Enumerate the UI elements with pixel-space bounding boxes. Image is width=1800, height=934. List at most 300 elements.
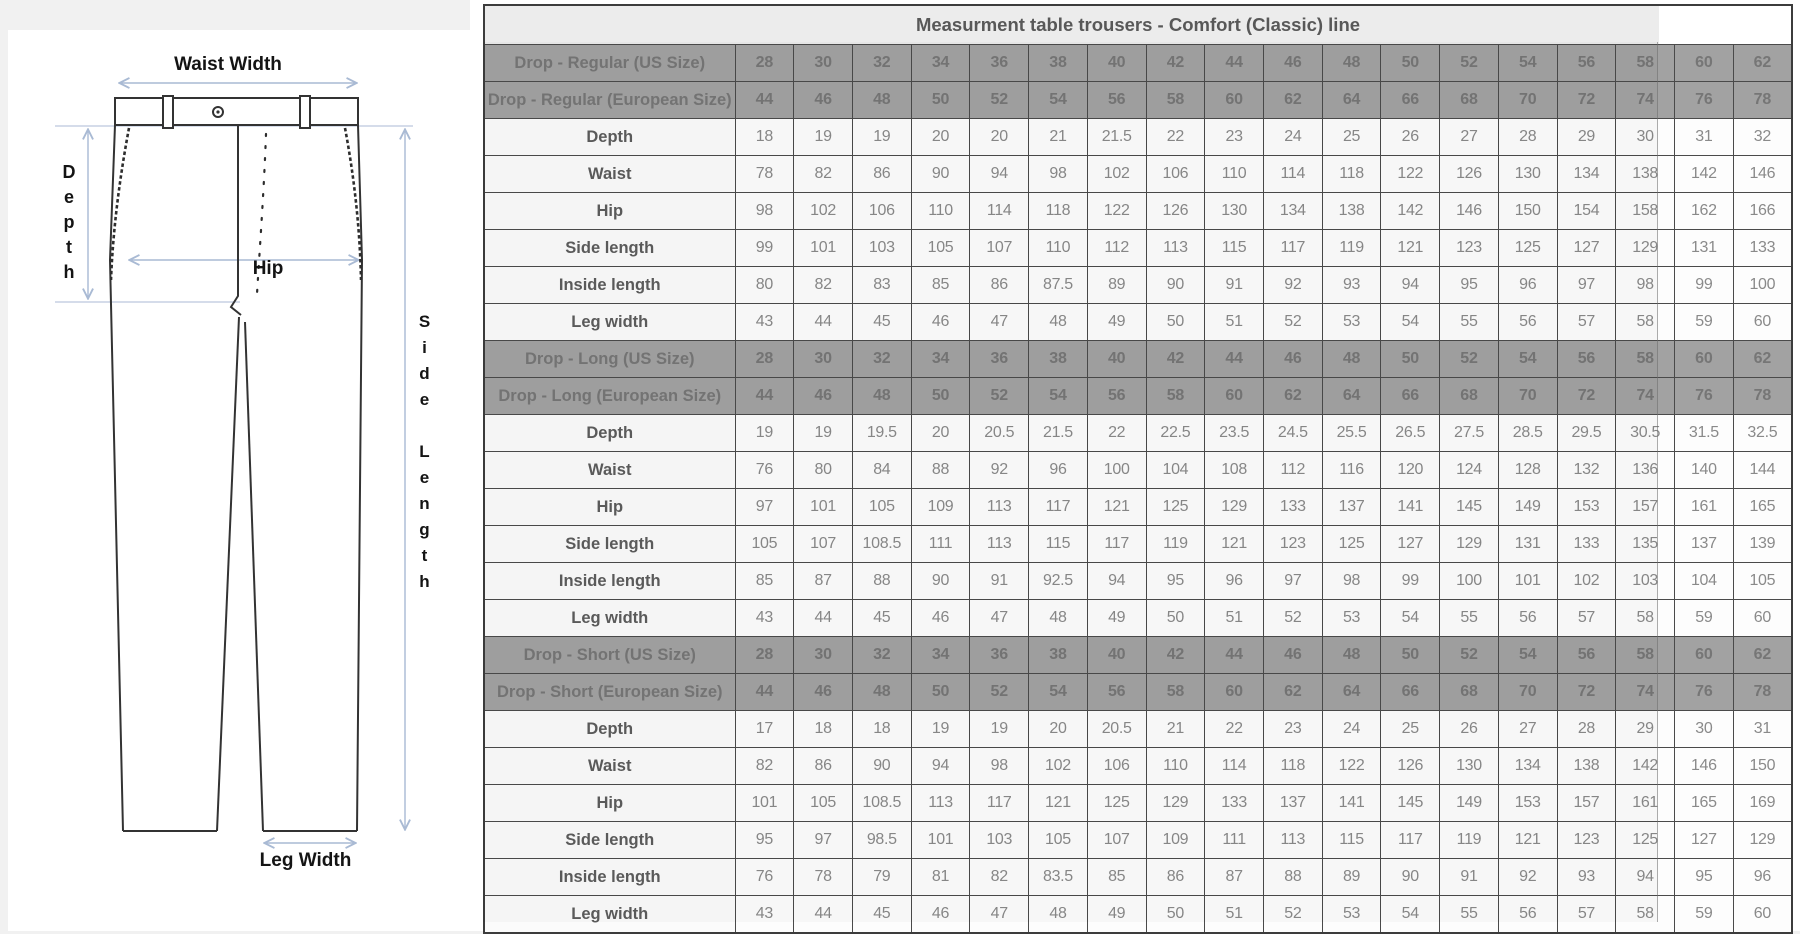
value-cell: 44: [794, 600, 853, 637]
value-cell: 22.5: [1146, 415, 1205, 452]
value-cell: 49: [1087, 600, 1146, 637]
section-header-label: Drop - Long (European Size): [484, 378, 735, 415]
size-header-cell: 34: [911, 45, 970, 82]
value-cell: 24: [1322, 711, 1381, 748]
value-cell: 93: [1557, 859, 1616, 896]
value-cell: 30.5: [1616, 415, 1675, 452]
value-cell: 26: [1440, 711, 1499, 748]
value-cell: 141: [1322, 785, 1381, 822]
size-header-cell: 68: [1440, 82, 1499, 119]
value-cell: 138: [1616, 156, 1675, 193]
value-cell: 92: [970, 452, 1029, 489]
section-header-label: Drop - Short (US Size): [484, 637, 735, 674]
size-header-cell: 76: [1675, 82, 1734, 119]
value-cell: 22: [1087, 415, 1146, 452]
measurement-row-label: Depth: [484, 711, 735, 748]
value-cell: 45: [852, 600, 911, 637]
value-cell: 27: [1498, 711, 1557, 748]
value-cell: 113: [911, 785, 970, 822]
value-cell: 130: [1205, 193, 1264, 230]
size-header-cell: 28: [735, 637, 794, 674]
value-cell: 52: [1263, 304, 1322, 341]
value-cell: 94: [970, 156, 1029, 193]
measurement-row-label: Side length: [484, 822, 735, 859]
value-cell: 55: [1440, 600, 1499, 637]
size-header-cell: 48: [1322, 341, 1381, 378]
value-cell: 49: [1087, 896, 1146, 934]
value-cell: 149: [1440, 785, 1499, 822]
size-header-cell: 30: [794, 637, 853, 674]
value-cell: 43: [735, 896, 794, 934]
size-header-cell: 66: [1381, 674, 1440, 711]
value-cell: 94: [1087, 563, 1146, 600]
value-cell: 86: [794, 748, 853, 785]
value-cell: 18: [852, 711, 911, 748]
value-cell: 91: [970, 563, 1029, 600]
size-header-cell: 68: [1440, 674, 1499, 711]
value-cell: 124: [1440, 452, 1499, 489]
leg-width-label: Leg Width: [259, 850, 352, 871]
value-cell: 128: [1498, 452, 1557, 489]
value-cell: 122: [1381, 156, 1440, 193]
value-cell: 94: [911, 748, 970, 785]
value-cell: 51: [1205, 304, 1264, 341]
value-cell: 86: [1146, 859, 1205, 896]
measurement-row-label: Hip: [484, 489, 735, 526]
value-cell: 131: [1675, 230, 1734, 267]
value-cell: 99: [735, 230, 794, 267]
value-cell: 105: [794, 785, 853, 822]
value-cell: 101: [911, 822, 970, 859]
size-header-cell: 32: [852, 45, 911, 82]
size-header-cell: 52: [970, 82, 1029, 119]
size-header-cell: 70: [1498, 378, 1557, 415]
value-cell: 48: [1029, 600, 1088, 637]
size-header-cell: 60: [1675, 637, 1734, 674]
value-cell: 134: [1263, 193, 1322, 230]
value-cell: 59: [1675, 304, 1734, 341]
value-cell: 46: [911, 304, 970, 341]
size-header-cell: 30: [794, 45, 853, 82]
value-cell: 55: [1440, 896, 1499, 934]
table-row: [484, 193, 1792, 230]
value-cell: 137: [1675, 526, 1734, 563]
value-cell: 136: [1616, 452, 1675, 489]
value-cell: 117: [1381, 822, 1440, 859]
value-cell: 88: [911, 452, 970, 489]
value-cell: 44: [794, 896, 853, 934]
value-cell: 129: [1146, 785, 1205, 822]
size-header-cell: 62: [1263, 82, 1322, 119]
value-cell: 53: [1322, 896, 1381, 934]
value-cell: 27: [1440, 119, 1499, 156]
value-cell: 57: [1557, 304, 1616, 341]
value-cell: 121: [1087, 489, 1146, 526]
measurement-row-label: Side length: [484, 526, 735, 563]
table-row: [484, 822, 1792, 859]
value-cell: 98: [735, 193, 794, 230]
value-cell: 127: [1675, 822, 1734, 859]
value-cell: 150: [1733, 748, 1792, 785]
table-row: [484, 304, 1792, 341]
size-header-cell: 48: [852, 82, 911, 119]
size-header-cell: 40: [1087, 45, 1146, 82]
value-cell: 107: [1087, 822, 1146, 859]
size-header-cell: 56: [1557, 341, 1616, 378]
value-cell: 60: [1733, 600, 1792, 637]
section-header-label: Drop - Regular (US Size): [484, 45, 735, 82]
value-cell: 59: [1675, 896, 1734, 934]
size-header-cell: 34: [911, 341, 970, 378]
size-header-cell: 64: [1322, 378, 1381, 415]
value-cell: 43: [735, 600, 794, 637]
value-cell: 25: [1322, 119, 1381, 156]
value-cell: 82: [794, 267, 853, 304]
value-cell: 82: [794, 156, 853, 193]
value-cell: 87.5: [1029, 267, 1088, 304]
value-cell: 113: [970, 489, 1029, 526]
table-row: [484, 156, 1792, 193]
value-cell: 97: [1557, 267, 1616, 304]
value-cell: 126: [1146, 193, 1205, 230]
size-header-cell: 38: [1029, 341, 1088, 378]
waist-width-label: Waist Width: [174, 54, 282, 75]
value-cell: 129: [1733, 822, 1792, 859]
value-cell: 31: [1675, 119, 1734, 156]
value-cell: 101: [1498, 563, 1557, 600]
value-cell: 161: [1675, 489, 1734, 526]
size-header-cell: 46: [794, 82, 853, 119]
value-cell: 137: [1322, 489, 1381, 526]
value-cell: 154: [1557, 193, 1616, 230]
value-cell: 146: [1675, 748, 1734, 785]
value-cell: 48: [1029, 304, 1088, 341]
measurement-row-label: Depth: [484, 119, 735, 156]
value-cell: 88: [1263, 859, 1322, 896]
size-header-cell: 70: [1498, 674, 1557, 711]
table-row: [484, 748, 1792, 785]
value-cell: 117: [970, 785, 1029, 822]
value-cell: 127: [1381, 526, 1440, 563]
value-cell: 105: [1029, 822, 1088, 859]
size-header-cell: 44: [735, 378, 794, 415]
size-header-cell: 60: [1205, 378, 1264, 415]
value-cell: 90: [911, 563, 970, 600]
value-cell: 110: [1029, 230, 1088, 267]
value-cell: 46: [911, 896, 970, 934]
value-cell: 118: [1322, 156, 1381, 193]
value-cell: 132: [1557, 452, 1616, 489]
size-header-cell: 66: [1381, 82, 1440, 119]
table-row: [484, 785, 1792, 822]
value-cell: 133: [1557, 526, 1616, 563]
size-header-cell: 60: [1675, 45, 1734, 82]
size-header-cell: 54: [1498, 45, 1557, 82]
value-cell: 60: [1733, 896, 1792, 934]
value-cell: 105: [911, 230, 970, 267]
value-cell: 20.5: [970, 415, 1029, 452]
value-cell: 133: [1263, 489, 1322, 526]
value-cell: 134: [1498, 748, 1557, 785]
size-header-cell: 56: [1087, 378, 1146, 415]
value-cell: 131: [1498, 526, 1557, 563]
value-cell: 25: [1381, 711, 1440, 748]
value-cell: 44: [794, 304, 853, 341]
value-cell: 28: [1498, 119, 1557, 156]
value-cell: 18: [794, 711, 853, 748]
size-header-cell: 50: [911, 82, 970, 119]
value-cell: 135: [1616, 526, 1675, 563]
size-header-cell: 30: [794, 341, 853, 378]
value-cell: 51: [1205, 896, 1264, 934]
table-row: [484, 600, 1792, 637]
value-cell: 129: [1440, 526, 1499, 563]
value-cell: 134: [1557, 156, 1616, 193]
table-row: [484, 415, 1792, 452]
measurement-row-label: Depth: [484, 415, 735, 452]
size-header-cell: 78: [1733, 378, 1792, 415]
size-header-cell: 42: [1146, 45, 1205, 82]
value-cell: 89: [1087, 267, 1146, 304]
measurement-row-label: Hip: [484, 785, 735, 822]
value-cell: 20: [1029, 711, 1088, 748]
value-cell: 25.5: [1322, 415, 1381, 452]
value-cell: 111: [911, 526, 970, 563]
value-cell: 90: [1381, 859, 1440, 896]
size-header-cell: 78: [1733, 674, 1792, 711]
value-cell: 98: [970, 748, 1029, 785]
value-cell: 30: [1616, 119, 1675, 156]
value-cell: 50: [1146, 304, 1205, 341]
value-cell: 99: [1675, 267, 1734, 304]
value-cell: 32: [1733, 119, 1792, 156]
measurement-table-panel: [470, 0, 1800, 931]
value-cell: 30: [1675, 711, 1734, 748]
section-header-label: Drop - Short (European Size): [484, 674, 735, 711]
value-cell: 19: [794, 119, 853, 156]
value-cell: 115: [1029, 526, 1088, 563]
section-header-row: [484, 45, 1792, 82]
size-header-cell: 46: [794, 674, 853, 711]
size-header-cell: 44: [735, 82, 794, 119]
value-cell: 104: [1146, 452, 1205, 489]
value-cell: 119: [1440, 822, 1499, 859]
size-header-cell: 32: [852, 637, 911, 674]
size-header-cell: 28: [735, 341, 794, 378]
value-cell: 166: [1733, 193, 1792, 230]
measurement-row-label: Waist: [484, 452, 735, 489]
size-header-cell: 50: [1381, 45, 1440, 82]
value-cell: 88: [852, 563, 911, 600]
value-cell: 87: [794, 563, 853, 600]
side-length-label: Side Length: [415, 312, 434, 598]
value-cell: 103: [852, 230, 911, 267]
value-cell: 97: [1263, 563, 1322, 600]
value-cell: 125: [1322, 526, 1381, 563]
value-cell: 112: [1263, 452, 1322, 489]
value-cell: 98.5: [852, 822, 911, 859]
value-cell: 116: [1322, 452, 1381, 489]
size-header-cell: 64: [1322, 674, 1381, 711]
size-header-cell: 58: [1616, 341, 1675, 378]
value-cell: 126: [1381, 748, 1440, 785]
size-header-cell: 52: [1440, 637, 1499, 674]
value-cell: 92.5: [1029, 563, 1088, 600]
value-cell: 93: [1322, 267, 1381, 304]
value-cell: 53: [1322, 600, 1381, 637]
value-cell: 121: [1381, 230, 1440, 267]
value-cell: 94: [1381, 267, 1440, 304]
value-cell: 98: [1616, 267, 1675, 304]
value-cell: 133: [1733, 230, 1792, 267]
size-header-cell: 56: [1557, 45, 1616, 82]
value-cell: 115: [1322, 822, 1381, 859]
value-cell: 158: [1616, 193, 1675, 230]
size-header-cell: 62: [1733, 45, 1792, 82]
value-cell: 153: [1498, 785, 1557, 822]
trouser-outline: [110, 96, 362, 831]
size-header-cell: 44: [1205, 341, 1264, 378]
value-cell: 102: [1029, 748, 1088, 785]
value-cell: 23: [1263, 711, 1322, 748]
value-cell: 121: [1029, 785, 1088, 822]
value-cell: 118: [1029, 193, 1088, 230]
size-header-cell: 36: [970, 45, 1029, 82]
value-cell: 52: [1263, 896, 1322, 934]
value-cell: 101: [794, 489, 853, 526]
value-cell: 130: [1440, 748, 1499, 785]
value-cell: 83: [852, 267, 911, 304]
size-header-cell: 58: [1146, 674, 1205, 711]
value-cell: 17: [735, 711, 794, 748]
value-cell: 102: [1087, 156, 1146, 193]
value-cell: 103: [1616, 563, 1675, 600]
value-cell: 105: [1733, 563, 1792, 600]
size-header-cell: 42: [1146, 637, 1205, 674]
value-cell: 107: [794, 526, 853, 563]
value-cell: 129: [1205, 489, 1264, 526]
value-cell: 58: [1616, 600, 1675, 637]
size-header-cell: 40: [1087, 637, 1146, 674]
value-cell: 19: [794, 415, 853, 452]
value-cell: 123: [1440, 230, 1499, 267]
table-row: [484, 452, 1792, 489]
value-cell: 79: [852, 859, 911, 896]
value-cell: 109: [1146, 822, 1205, 859]
value-cell: 84: [852, 452, 911, 489]
size-header-cell: 38: [1029, 45, 1088, 82]
value-cell: 95: [1440, 267, 1499, 304]
value-cell: 50: [1146, 600, 1205, 637]
value-cell: 59: [1675, 600, 1734, 637]
size-header-cell: 54: [1029, 378, 1088, 415]
value-cell: 76: [735, 859, 794, 896]
value-cell: 26.5: [1381, 415, 1440, 452]
value-cell: 105: [852, 489, 911, 526]
value-cell: 90: [911, 156, 970, 193]
value-cell: 97: [735, 489, 794, 526]
value-cell: 29.5: [1557, 415, 1616, 452]
value-cell: 55: [1440, 304, 1499, 341]
size-header-cell: 48: [1322, 637, 1381, 674]
section-header-row: [484, 82, 1792, 119]
size-header-cell: 54: [1029, 674, 1088, 711]
section-header-row: [484, 341, 1792, 378]
value-cell: 141: [1381, 489, 1440, 526]
value-cell: 89: [1322, 859, 1381, 896]
value-cell: 110: [911, 193, 970, 230]
measurement-table: [483, 4, 1793, 934]
size-header-cell: 44: [735, 674, 794, 711]
size-header-cell: 62: [1263, 674, 1322, 711]
value-cell: 129: [1616, 230, 1675, 267]
measurement-row-label: Inside length: [484, 267, 735, 304]
value-cell: 125: [1498, 230, 1557, 267]
value-cell: 96: [1498, 267, 1557, 304]
value-cell: 169: [1733, 785, 1792, 822]
value-cell: 121: [1498, 822, 1557, 859]
value-cell: 153: [1557, 489, 1616, 526]
table-row: [484, 267, 1792, 304]
size-header-cell: 48: [1322, 45, 1381, 82]
section-header-label: Drop - Regular (European Size): [484, 82, 735, 119]
size-header-cell: 46: [794, 378, 853, 415]
value-cell: 118: [1263, 748, 1322, 785]
value-cell: 130: [1498, 156, 1557, 193]
size-header-cell: 54: [1498, 637, 1557, 674]
size-header-cell: 52: [1440, 341, 1499, 378]
value-cell: 26: [1381, 119, 1440, 156]
value-cell: 21: [1146, 711, 1205, 748]
value-cell: 100: [1440, 563, 1499, 600]
value-cell: 106: [1087, 748, 1146, 785]
measurement-row-label: Inside length: [484, 563, 735, 600]
value-cell: 109: [911, 489, 970, 526]
value-cell: 91: [1205, 267, 1264, 304]
value-cell: 91: [1440, 859, 1499, 896]
size-header-cell: 76: [1675, 378, 1734, 415]
value-cell: 85: [735, 563, 794, 600]
size-header-cell: 64: [1322, 82, 1381, 119]
value-cell: 48: [1029, 896, 1088, 934]
value-cell: 58: [1616, 304, 1675, 341]
value-cell: 54: [1381, 304, 1440, 341]
value-cell: 56: [1498, 600, 1557, 637]
value-cell: 106: [1146, 156, 1205, 193]
measurement-row-label: Leg width: [484, 600, 735, 637]
value-cell: 31: [1733, 711, 1792, 748]
value-cell: 146: [1440, 193, 1499, 230]
value-cell: 105: [735, 526, 794, 563]
value-cell: 126: [1440, 156, 1499, 193]
value-cell: 86: [970, 267, 1029, 304]
value-cell: 142: [1616, 748, 1675, 785]
value-cell: 123: [1263, 526, 1322, 563]
value-cell: 29: [1557, 119, 1616, 156]
size-header-cell: 62: [1263, 378, 1322, 415]
measurement-row-label: Leg width: [484, 304, 735, 341]
value-cell: 111: [1205, 822, 1264, 859]
value-cell: 98: [1029, 156, 1088, 193]
value-cell: 112: [1087, 230, 1146, 267]
value-cell: 20: [911, 119, 970, 156]
value-cell: 45: [852, 304, 911, 341]
size-header-cell: 74: [1616, 674, 1675, 711]
value-cell: 108.5: [852, 526, 911, 563]
value-cell: 114: [1263, 156, 1322, 193]
value-cell: 47: [970, 896, 1029, 934]
size-header-cell: 52: [970, 674, 1029, 711]
